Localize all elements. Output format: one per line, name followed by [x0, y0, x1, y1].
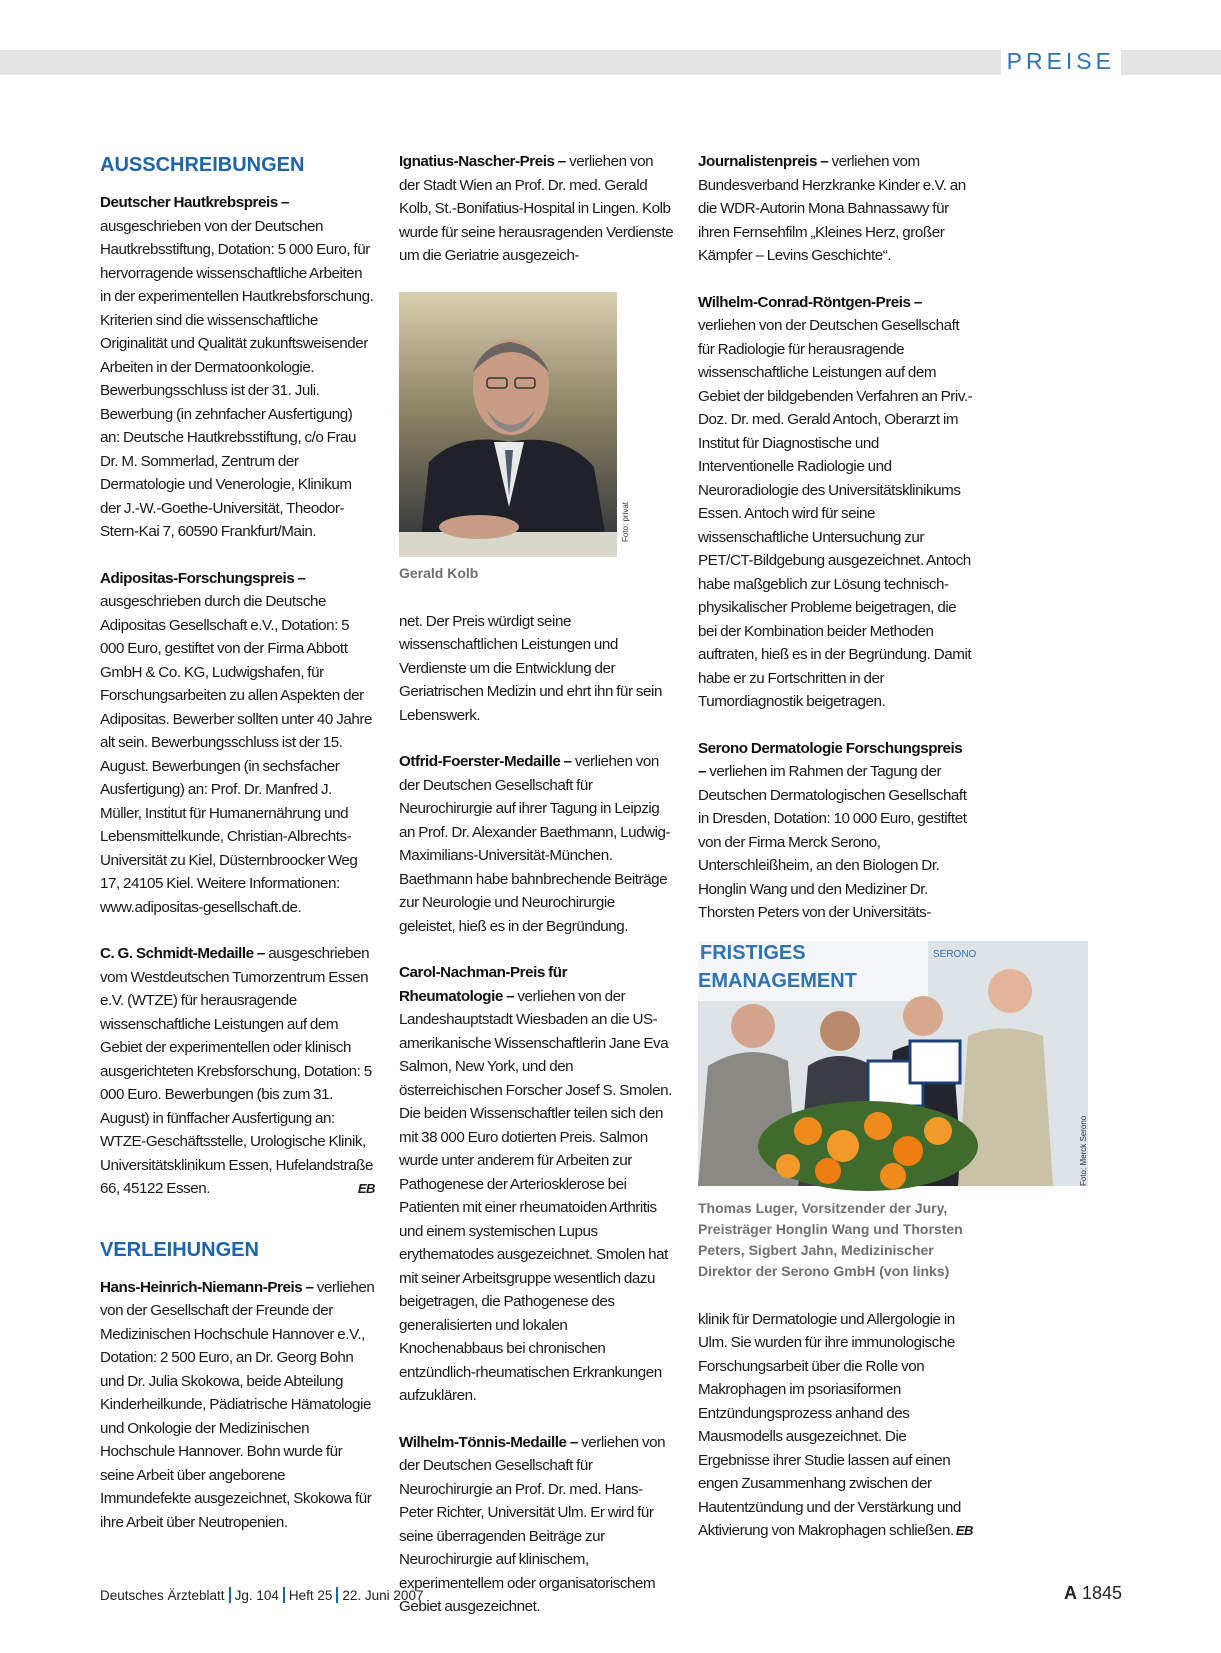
- column-2: [399, 150, 674, 1642]
- journal-name: Deutsches Ärzteblatt: [100, 1588, 225, 1603]
- article-text: verliehen von der Landeshauptstadt Wiesbaden an die US-amerikanische Wissenschaftlerin Jane Eva Salmon, New York, und den österreichischen Forscher Josef S. Smolen. Die beiden Wissenschaftler teilen sich den mit 38 000 Euro dotierten Preis. Salmon wurde unter anderem für Arbeiten zur Pathogenese der Arteriosklerose bei Patienten mit einer rheumatoiden Arthritis und einem systemischen Lupus erythematodes ausgezeichnet. Smolen hat mit seiner Arbeitsgruppe wesentlich dazu beigetragen, die Pathogenese des generalisierten und lokalen Knochenabbaus bei chronischen entzündlich-rheumatischen Erkrankungen aufzuklären.: [399, 987, 672, 1404]
- photo-caption: Gerald Kolb: [399, 564, 479, 581]
- column-3: [698, 150, 1088, 1566]
- article-text: verliehen im Rahmen der Tagung der Deutschen Dermatologischen Gesellschaft in Dresden, Dotation: 10 000 Euro, gestiftet von der Firma Merck Serono, Unterschleißheim, an den Biologen Dr. Honglin Wang und den Mediziner Dr. Thorsten Peters von der Universitäts-: [698, 763, 967, 921]
- separator: [336, 1587, 338, 1603]
- article-text: ausgeschrieben durch die Deutsche Adipositas Gesellschaft e.V., Dotation: 5 000 Euro, gestiftet von der Firma Abbott GmbH & Co. KG, Ludwigshafen, für Forschungsarbeiten zu allen Aspekten der Adipositas. Bewerber sollten unter 40 Jahre alt sein. Bewerbungsschluss ist der 15. August. Bewerbungen (in sechsfacher Ausfertigung) an: Prof. Dr. Manfred J. Müller, Institut für Humanernährung und Lebensmittelkunde, Christian-Albrechts-Universität zu Kiel, Düsternbroocker Weg 17, 24105 Kiel. Weitere Informationen: www.adipositas-gesellschaft.de.: [100, 593, 372, 916]
- article-title: Serono Dermatologie Forschungspreis –: [698, 739, 963, 780]
- heading-verleihungen: VERLEIHUNGEN: [100, 1238, 259, 1261]
- page-number-value: 1845: [1081, 1583, 1122, 1603]
- article-text: verliehen von der Deutschen Gesellschaft für Radiologie für herausragende wissenschaftliche Leistungen auf dem Gebiet der bildgebenden Verfahren an Priv.-Doz. Dr. med. Gerald Antoch, Oberarzt im Institut für Diagnostische und Interventionelle Radiologie und Neuroradiologie des Universitätsklinikums Essen. Antoch wird für seine wissenschaftliche Untersuchung zur PET/CT-Bildgebung ausgezeichnet. Antoch habe maßgeblich zur Lösung technisch-physikalischer Probleme beigetragen, die bei der Kombination beider Methoden auftraten, hieß es in der Begründung. Damit habe er zu Fortschritten in der Tumordiagnostik beigetragen.: [698, 317, 973, 710]
- article-text: verliehen von der Gesellschaft der Freunde der Medizinischen Hochschule Hannover e.V., Dotation: 2 500 Euro, an Dr. Georg Bohn und Dr. Julia Skokowa, beide Abteilung Kinderheilkunde, Pädiatrische Hämatologie und Onkologie der Medizinischen Hochschule Hannover. Bohn wurde für seine Arbeit über angeborene Immundefekte ausgezeichnet, Skokowa für ihre Arbeit über Neutropenien.: [100, 1278, 375, 1531]
- article-nachman-preis: [399, 961, 674, 1408]
- footer-citation: [100, 1587, 423, 1603]
- heading-ausschreibungen: AUSSCHREIBUNGEN: [100, 154, 305, 176]
- article-nascher-preis: [399, 150, 674, 268]
- article-text: verliehen vom Bundesverband Herzkranke Kinder e.V. an die WDR-Autorin Mona Bahnassawy für ihren Fernsehfilm „Kleines Herz, großer Kämpfer – Levins Geschichte“.: [698, 153, 966, 264]
- article-serono-continued: [698, 1308, 973, 1543]
- article-text: verliehen von der Stadt Wien an Prof. Dr. med. Gerald Kolb, St.-Bonifatius-Hospital in Lingen. Kolb wurde für seine herausragenden Verdienste um die Geriatrie ausgezeich-: [399, 153, 674, 264]
- group-image: [698, 941, 1088, 1186]
- issue: Heft 25: [288, 1588, 333, 1603]
- article-schmidt-medaille: [100, 942, 375, 1201]
- article-foerster-medaille: [399, 750, 674, 938]
- photo-credit: Foto: Merck Serono: [1079, 1115, 1088, 1186]
- article-title: Adipositas-Forschungspreis –: [100, 569, 306, 587]
- article-text: verliehen von der Deutschen Gesellschaft für Neurochirurgie an Prof. Dr. med. Hans-Peter Richter, Universität Ulm. Er wird für seine überragenden Beiträge zur Neurochirurgie auf klinischem, experimentellem oder organisatorischem Gebiet ausgezeichnet.: [399, 1433, 666, 1615]
- article-roentgen-preis: [698, 291, 973, 714]
- photo-credit: Foto: privat: [621, 501, 630, 542]
- photo-gerald-kolb: [399, 292, 630, 557]
- article-title: Ignatius-Nascher-Preis –: [399, 153, 566, 170]
- article-journalistenpreis: [698, 150, 973, 268]
- page-prefix: A: [1063, 1583, 1077, 1603]
- article-text: ausgeschrieben von der Deutschen Hautkrebsstiftung, Dotation: 5 000 Euro, für hervorragende wissenschaftliche Arbeiten in der experimentellen Hautkrebsforschung. Kriterien sind die wissenschaftliche Originalität und Qualität zukunftsweisender Arbeiten in der Dermatoonkologie. Bewerbungsschluss ist der 31. Juli. Bewerbung (in zehnfacher Ausfertigung) an: Deutsche Hautkrebsstiftung, c/o Frau Dr. M. Sommerlad, Zentrum der Dermatologie und Venerologie, Klinikum der J.-W.-Goethe-Universität, Theodor-Stern-Kai 7, 60590 Frankfurt/Main.: [100, 217, 374, 540]
- photo-caption: Thomas Luger, Vorsitzender der Jury, Preisträger Honglin Wang und Thorsten Peters, Sigbert Jahn, Medizinischer Direktor der Serono GmbH (von links): [698, 1199, 963, 1279]
- article-title: C. G. Schmidt-Medaille –: [100, 945, 265, 962]
- article-title: Journalistenpreis –: [698, 153, 829, 170]
- article-text: verliehen von der Deutschen Gesellschaft für Neurochirurgie auf ihrer Tagung in Leipzig an Prof. Dr. Alexander Baethmann, Ludwig-Maximilians-Universität-München. Baethmann habe bahnbrechende Beiträge zur Neurologie und Neurochirurgie geleistet, hieß es in der Begründung.: [399, 753, 671, 935]
- article-adipositas: [100, 567, 375, 920]
- article-title: Carol-Nachman-Preis für Rheumatologie –: [399, 964, 568, 1005]
- article-niemann-preis: [100, 1276, 375, 1535]
- article-toennis-medaille: [399, 1431, 674, 1619]
- article-serono-preis: [698, 737, 973, 925]
- column-1: [100, 150, 375, 1557]
- banner-text-2: EMANAGEMENT: [698, 969, 857, 992]
- article-title: Otfrid-Foerster-Medaille –: [399, 753, 572, 770]
- article-nascher-continued: net. Der Preis würdigt seine wissenschaftlichen Leistungen und Verdienste um die Entwicklung der Geriatrischen Medizin und ehrt ihn für sein Lebenswerk.: [399, 612, 662, 724]
- page-number: [1064, 1583, 1122, 1604]
- issue-date: 22. Juni 2007: [342, 1588, 424, 1603]
- photo-award-group: [698, 941, 1088, 1186]
- article-title: Hans-Heinrich-Niemann-Preis –: [100, 1278, 314, 1296]
- separator: [283, 1587, 285, 1603]
- article-text: ausgeschrieben vom Westdeutschen Tumorzentrum Essen e.V. (WTZE) für herausragende wissenschaftliche Leistungen auf dem Gebiet der experimentellen oder klinisch ausgerichteten Krebsforschung, Dotation: 5 000 Euro. Bewerbungen (bis zum 31. August) in fünffacher Ausfertigung an: WTZE-Geschäftsstelle, Urologische Klinik, Universitätsklinikum Essen, Hufelandstraße 66, 45122 Essen.: [100, 945, 373, 1197]
- article-hautkrebspreis: [100, 191, 375, 544]
- section-label: PREISE: [1001, 48, 1121, 75]
- volume: Jg. 104: [234, 1588, 279, 1603]
- article-text: klinik für Dermatologie und Allergologie in Ulm. Sie wurden für ihre immunologische Forschungsarbeit über die Rolle von Makrophagen im psoriasiformen Entzündungsprozess anhand des Mausmodells ausgezeichnet. Die Ergebnisse ihrer Studie lassen auf einen engen Zusammenhang zwischen der Hautentzündung und der Verstärkung und Aktivierung von Makrophagen schließen.: [698, 1310, 961, 1539]
- portrait-image: [399, 292, 617, 557]
- serono-logo: SERONO: [933, 948, 977, 960]
- author-signature: EB: [955, 1523, 973, 1538]
- article-title: Wilhelm-Conrad-Röntgen-Preis –: [698, 293, 922, 311]
- author-signature: EB: [357, 1181, 375, 1196]
- article-title: Wilhelm-Tönnis-Medaille –: [399, 1433, 578, 1451]
- separator: [229, 1587, 231, 1603]
- article-title: Deutscher Hautkrebspreis –: [100, 194, 290, 211]
- banner-text-1: FRISTIGES: [700, 941, 806, 964]
